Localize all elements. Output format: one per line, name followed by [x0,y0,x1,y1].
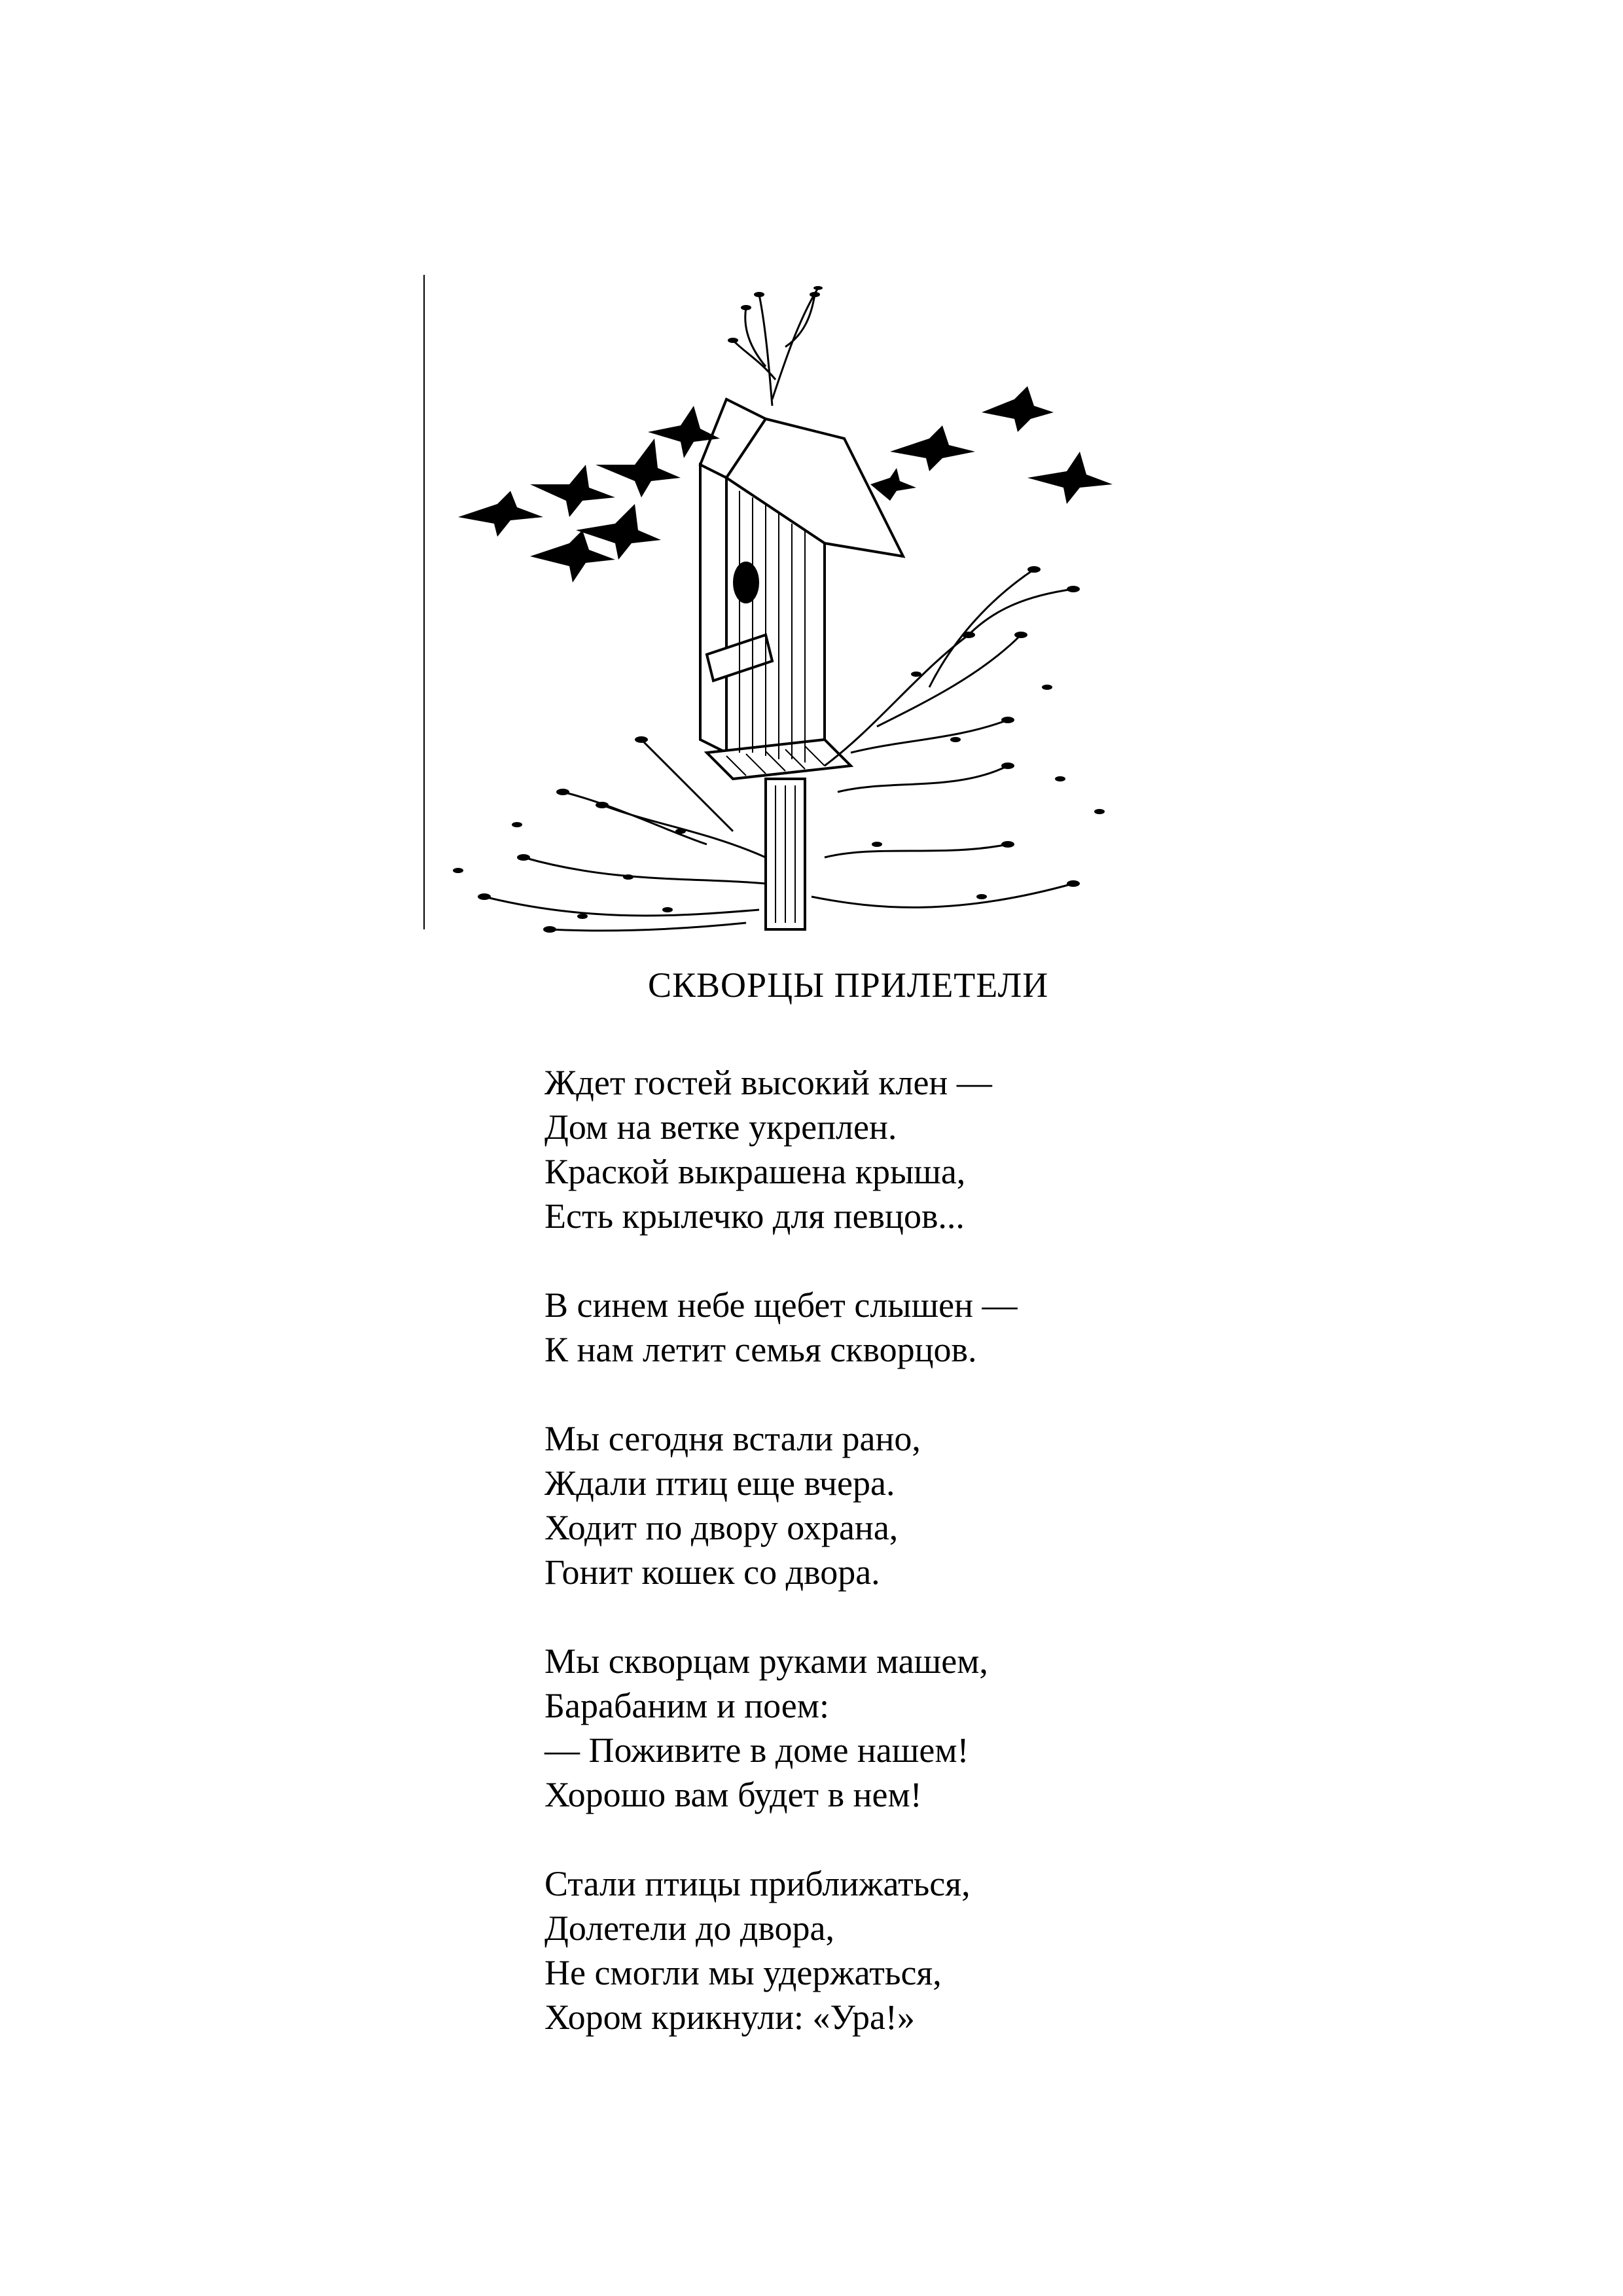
bird-3 [596,439,681,497]
poem-line: Ходит по двору охрана, [544,1508,899,1547]
stanza [544,1416,1264,1594]
poem-line: Барабаним и поем: [544,1686,829,1725]
poem-line: В синем небе щебет слышен — [544,1285,1018,1325]
poem-line: Краской выкрашена крыша, [544,1152,966,1191]
poem-line: — Поживите в доме нашем! [544,1731,969,1770]
bird-2 [530,465,615,517]
right-leaves [872,566,1105,899]
bird-1 [458,491,543,537]
poem-line: Не смогли мы удержаться, [544,1953,942,1992]
stanza [544,1060,1264,1238]
poem-title: СКВОРЦЫ ПРИЛЕТЕЛИ [648,965,1049,1005]
bird-8 [982,386,1054,432]
bird-10 [870,468,916,501]
poem-line: К нам летит семья скворцов. [544,1330,977,1369]
poem-line: Мы скворцам руками машем, [544,1641,988,1681]
poem-line: Хором крикнули: «Ура!» [544,1998,915,2037]
left-leaves [453,736,686,933]
poem-line: Стали птицы приближаться, [544,1864,971,1903]
entrance-hole [734,563,758,602]
poem-line: Ждет гостей высокий клен — [544,1063,992,1102]
bird-9 [1027,452,1113,504]
bird-7 [890,425,975,471]
poem-line: Хорошо вам будет в нем! [544,1775,922,1814]
poem-line: Мы сегодня встали рано, [544,1419,921,1458]
poem-line: Дом на ветке укреплен. [544,1107,897,1147]
poem-body [544,1060,1264,2084]
poem-line: Есть крылечко для певцов... [544,1196,965,1236]
birdhouse-illustration [419,268,1139,936]
poem-line: Гонит кошек со двора. [544,1552,880,1592]
right-branches [812,569,1073,907]
stanza [544,1283,1264,1372]
front-wall [700,465,726,753]
stanza [544,1639,1264,1817]
birdhouse [700,399,903,929]
stanza [544,1861,1264,2039]
poem-line: Ждали птиц еще вчера. [544,1463,895,1503]
poem-line: Долетели до двора, [544,1909,834,1948]
top-leaves [728,286,823,343]
